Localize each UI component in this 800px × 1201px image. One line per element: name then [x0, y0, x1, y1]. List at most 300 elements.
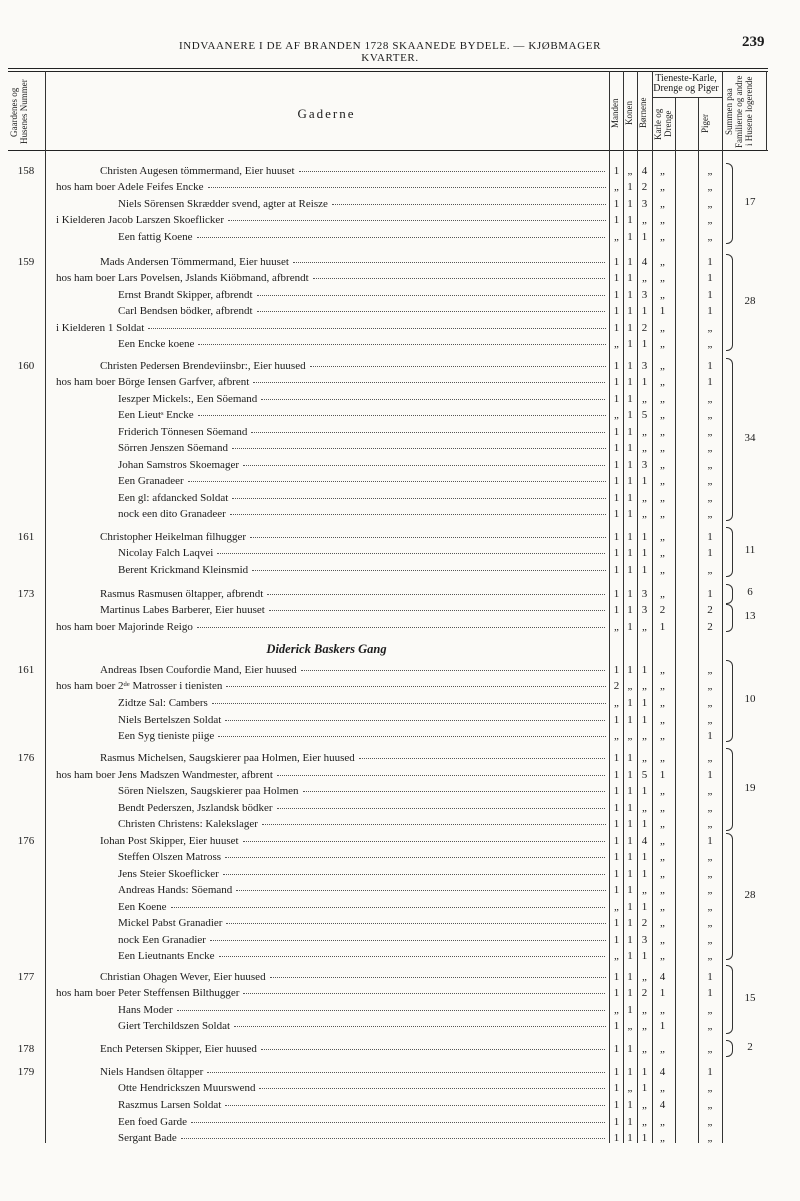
family-bracket	[726, 527, 733, 577]
family-bracket	[726, 604, 733, 632]
table-row	[0, 212, 800, 229]
maids-count: „	[707, 393, 713, 405]
wife-count: 1	[627, 802, 633, 814]
wife-count: 1	[627, 884, 633, 896]
servant-men-count: „	[660, 950, 665, 962]
man-count: 1	[613, 868, 620, 880]
wife-count: 1	[627, 868, 633, 880]
man-count: „	[614, 950, 619, 962]
children-count: „	[642, 680, 647, 692]
family-total: 28	[744, 888, 756, 901]
resident-name: Christen Pedersen Brendeviinsbr:, Eier huused	[100, 360, 606, 372]
children-count: 3	[641, 588, 648, 600]
children-count: 4	[641, 165, 648, 177]
maids-count: 2	[707, 621, 713, 633]
wife-count: 1	[627, 1043, 633, 1055]
family-bracket	[726, 163, 733, 244]
house-number: 177	[17, 971, 35, 983]
maids-count: „	[707, 492, 713, 504]
wife-count: 1	[627, 714, 633, 726]
resident-name: Christen Augesen tömmermand, Eier huuset	[100, 165, 606, 177]
man-count: „	[614, 181, 619, 193]
maids-count: „	[707, 785, 713, 797]
maids-count: „	[707, 697, 713, 709]
running-head: INDVAANERE I DE AF BRANDEN 1728 SKAANEDE BYDELE. — KJØBMAGER KVARTER.	[178, 40, 602, 64]
family-bracket	[726, 965, 733, 1034]
children-count: 1	[641, 1066, 648, 1078]
wife-count: 1	[627, 231, 633, 243]
man-count: 1	[613, 289, 620, 301]
page-number: 239	[742, 34, 765, 50]
children-count: „	[642, 802, 647, 814]
resident-name: Christian Ohagen Wever, Eier huused	[100, 971, 606, 983]
table-row	[0, 882, 800, 899]
resident-name: Ieszper Mickels:, Een Söemand	[118, 393, 606, 405]
table-row	[0, 303, 800, 320]
resident-name: Hans Moder	[118, 1004, 606, 1016]
children-count: 1	[641, 785, 648, 797]
maids-count: „	[707, 198, 713, 210]
children-count: „	[642, 752, 647, 764]
resident-name: Steffen Olszen Matross	[118, 851, 606, 863]
table-row	[0, 287, 800, 304]
children-count: „	[642, 1020, 647, 1032]
servant-men-count: „	[660, 901, 665, 913]
resident-name: Ench Petersen Skipper, Eier huused	[100, 1043, 606, 1055]
table-row	[0, 783, 800, 800]
house-number: 176	[17, 752, 35, 764]
children-count: 1	[641, 338, 648, 350]
wife-count: „	[627, 1082, 633, 1094]
maids-count: „	[707, 231, 713, 243]
wife-count: 1	[627, 214, 633, 226]
servant-men-count: „	[660, 376, 665, 388]
resident-name: hos ham boer 2ᵈᵉ Matrosser i tienisten	[56, 680, 606, 692]
maids-count: „	[707, 409, 713, 421]
table-top-rule-2	[8, 71, 768, 72]
man-count: „	[614, 338, 619, 350]
wife-count: 1	[627, 621, 633, 633]
table-row	[0, 969, 800, 986]
table-row	[0, 1018, 800, 1035]
servant-men-count: 1	[659, 769, 666, 781]
resident-name: Een gl: afdancked Soldat	[118, 492, 606, 504]
servant-men-count: „	[660, 1116, 665, 1128]
family-bracket	[726, 660, 733, 742]
wife-count: 1	[627, 1132, 633, 1144]
servant-men-count: „	[660, 459, 665, 471]
resident-name: Ernst Brandt Skipper, afbrendt	[118, 289, 606, 301]
header-maids: Piger	[700, 114, 710, 134]
table-row	[0, 424, 800, 441]
servant-men-count: „	[660, 714, 665, 726]
house-number: 160	[17, 360, 35, 372]
children-count: 3	[641, 459, 648, 471]
maids-count: 1	[707, 1066, 713, 1078]
maids-count: 1	[707, 769, 713, 781]
maids-count: „	[707, 508, 713, 520]
wife-count: 1	[627, 950, 633, 962]
servant-men-count: „	[660, 818, 665, 830]
children-count: 1	[641, 868, 648, 880]
man-count: 1	[613, 818, 620, 830]
resident-name: Christopher Heikelman filhugger	[100, 531, 606, 543]
table-row	[0, 833, 800, 850]
children-count: 1	[641, 1082, 648, 1094]
resident-name: i Kielderen 1 Soldat	[56, 322, 606, 334]
maids-count: „	[707, 564, 713, 576]
wife-count: 1	[627, 181, 633, 193]
man-count: 1	[613, 426, 620, 438]
children-count: „	[642, 442, 647, 454]
man-count: 1	[613, 604, 620, 616]
children-count: 1	[641, 664, 648, 676]
maids-count: „	[707, 1082, 713, 1094]
servant-men-count: „	[660, 934, 665, 946]
wife-count: 1	[627, 1004, 633, 1016]
wife-count: 1	[627, 338, 633, 350]
family-total: 6	[747, 586, 753, 598]
children-count: 1	[641, 714, 648, 726]
servants-subrule	[652, 97, 722, 98]
table-row	[0, 506, 800, 523]
maids-count: „	[707, 475, 713, 487]
man-count: 1	[613, 360, 620, 372]
children-count: 1	[641, 564, 648, 576]
family-total: 15	[744, 991, 756, 1004]
children-count: 1	[641, 950, 648, 962]
house-number: 178	[17, 1043, 35, 1055]
family-bracket	[726, 358, 733, 521]
table-row	[0, 899, 800, 916]
wife-count: 1	[627, 272, 633, 284]
table-row	[0, 1097, 800, 1114]
wife-count: 1	[627, 971, 633, 983]
resident-name: hos ham boer Peter Steffensen Bilthugger	[56, 987, 606, 999]
family-total: 28	[744, 294, 756, 307]
resident-name: Martinus Labes Barberer, Eier huuset	[100, 604, 606, 616]
man-count: 1	[613, 752, 620, 764]
wife-count: 1	[627, 547, 633, 559]
man-count: „	[614, 231, 619, 243]
table-row	[0, 1114, 800, 1131]
wife-count: 1	[627, 987, 633, 999]
resident-name: hos ham boer Börge Iensen Garfver, afbrent	[56, 376, 606, 388]
man-count: 1	[613, 851, 620, 863]
table-row	[0, 1002, 800, 1019]
wife-count: „	[627, 165, 633, 177]
man-count: 1	[613, 802, 620, 814]
family-bracket	[726, 748, 733, 831]
wife-count: 1	[627, 818, 633, 830]
servant-men-count: „	[660, 165, 665, 177]
resident-name: Bendt Pederszen, Jszlandsk bödker	[118, 802, 606, 814]
man-count: 1	[613, 785, 620, 797]
maids-count: „	[707, 901, 713, 913]
wife-count: 1	[627, 322, 633, 334]
servant-men-count: „	[660, 785, 665, 797]
man-count: 1	[613, 769, 620, 781]
wife-count: 1	[627, 508, 633, 520]
servant-men-count: „	[660, 360, 665, 372]
header-house-number: Gaardenes og Husenes Nummer	[9, 79, 29, 145]
servant-men-count: 4	[659, 1099, 666, 1111]
wife-count: 1	[627, 769, 633, 781]
table-row	[0, 712, 800, 729]
maids-count: 1	[707, 547, 713, 559]
table-row	[0, 948, 800, 965]
resident-name: nock een dito Granadeer	[118, 508, 606, 520]
wife-count: 1	[627, 664, 633, 676]
resident-name: Andreas Hands: Söemand	[118, 884, 606, 896]
wife-count: 1	[627, 588, 633, 600]
wife-count: 1	[627, 393, 633, 405]
table-row	[0, 849, 800, 866]
children-count: 3	[641, 289, 648, 301]
maids-count: „	[707, 917, 713, 929]
servant-men-count: „	[660, 564, 665, 576]
maids-count: „	[707, 950, 713, 962]
children-count: 1	[641, 376, 648, 388]
maids-count: „	[707, 459, 713, 471]
servant-men-count: „	[660, 697, 665, 709]
table-row	[0, 440, 800, 457]
resident-name: Een Lieutnants Encke	[118, 950, 606, 962]
children-count: 2	[641, 987, 648, 999]
maids-count: „	[707, 322, 713, 334]
header-man: Manden	[610, 98, 620, 128]
resident-name: Christen Christens: Kalekslager	[118, 818, 606, 830]
servant-men-count: „	[660, 214, 665, 226]
house-number: 159	[17, 256, 35, 268]
resident-name: i Kielderen Jacob Larszen Skoeflicker	[56, 214, 606, 226]
family-total: 17	[744, 195, 756, 208]
maids-count: 1	[707, 360, 713, 372]
resident-name: Een Encke koene	[118, 338, 606, 350]
table-row	[0, 932, 800, 949]
maids-count: 1	[707, 305, 713, 317]
header-bottom-rule	[8, 150, 768, 151]
table-row	[0, 1080, 800, 1097]
maids-count: „	[707, 1004, 713, 1016]
man-count: 1	[613, 442, 620, 454]
wife-count: 1	[627, 934, 633, 946]
man-count: 1	[613, 322, 620, 334]
wife-count: 1	[627, 376, 633, 388]
resident-name: Andreas Ibsen Coufordie Mand, Eier huused	[100, 664, 606, 676]
servant-men-count: „	[660, 1082, 665, 1094]
resident-name: Rasmus Michelsen, Saugskierer paa Holmen, Eier huused	[100, 752, 606, 764]
man-count: 1	[613, 1132, 620, 1144]
wife-count: 1	[627, 1116, 633, 1128]
family-total: 10	[744, 693, 756, 705]
man-count: 1	[613, 492, 620, 504]
resident-name: Zidtze Sal: Cambers	[118, 697, 606, 709]
table-row	[0, 336, 800, 353]
maids-count: 1	[707, 531, 713, 543]
servant-men-count: „	[660, 508, 665, 520]
wife-count: 1	[627, 426, 633, 438]
man-count: 1	[613, 272, 620, 284]
servant-men-count: „	[660, 730, 665, 742]
children-count: 3	[641, 198, 648, 210]
man-count: 1	[613, 714, 620, 726]
table-top-rule	[8, 68, 768, 69]
table-row	[0, 1041, 800, 1058]
table-row	[0, 229, 800, 246]
house-number: 161	[17, 664, 35, 676]
children-count: „	[642, 492, 647, 504]
children-count: 2	[641, 181, 648, 193]
servant-men-count: 1	[659, 987, 666, 999]
maids-count: „	[707, 868, 713, 880]
wife-count: 1	[627, 901, 633, 913]
table-row	[0, 529, 800, 546]
wife-count: 1	[627, 256, 633, 268]
wife-count: 1	[627, 752, 633, 764]
man-count: 1	[613, 1020, 620, 1032]
resident-name: Raszmus Larsen Soldat	[118, 1099, 606, 1111]
resident-name: hos ham boer Lars Povelsen, Jslands Kiöbmand, afbrendt	[56, 272, 606, 284]
table-row	[0, 602, 800, 619]
family-total: 34	[744, 431, 756, 444]
children-count: „	[642, 272, 647, 284]
table-row	[0, 490, 800, 507]
house-number: 179	[17, 1066, 35, 1078]
resident-name: Berent Krickmand Kleinsmid	[118, 564, 606, 576]
wife-count: 1	[627, 1066, 633, 1078]
maids-count: „	[707, 442, 713, 454]
house-number: 158	[17, 165, 35, 177]
children-count: 1	[641, 697, 648, 709]
resident-name: nock Een Granadier	[118, 934, 606, 946]
maids-count: „	[707, 851, 713, 863]
man-count: 1	[613, 884, 620, 896]
children-count: 5	[641, 769, 648, 781]
children-count: 4	[641, 256, 648, 268]
man-count: 1	[613, 376, 620, 388]
man-count: 1	[613, 1066, 620, 1078]
servant-men-count: 4	[659, 971, 666, 983]
man-count: 1	[613, 588, 620, 600]
resident-name: Een foed Garde	[118, 1116, 606, 1128]
wife-count: 1	[627, 835, 633, 847]
resident-name: Johan Samstros Skoemager	[118, 459, 606, 471]
resident-name: Mickel Pabst Granadier	[118, 917, 606, 929]
servant-men-count: „	[660, 752, 665, 764]
maids-count: „	[707, 664, 713, 676]
house-number: 161	[17, 531, 35, 543]
house-number: 176	[17, 835, 35, 847]
servant-men-count: „	[660, 547, 665, 559]
servant-men-count: „	[660, 868, 665, 880]
table-row	[0, 728, 800, 745]
resident-name: Een Lieutˢ Encke	[118, 409, 606, 421]
maids-count: „	[707, 934, 713, 946]
man-count: 1	[613, 547, 620, 559]
wife-count: 1	[627, 851, 633, 863]
wife-count: 1	[627, 305, 633, 317]
wife-count: 1	[627, 360, 633, 372]
maids-count: „	[707, 1116, 713, 1128]
servant-men-count: „	[660, 231, 665, 243]
man-count: 1	[613, 1116, 620, 1128]
maids-count: „	[707, 165, 713, 177]
resident-name: Een Koene	[118, 901, 606, 913]
wife-count: „	[627, 1020, 633, 1032]
header-streets: Gaderne	[297, 106, 356, 121]
section-title: Diderick Baskers Gang	[266, 642, 387, 656]
man-count: 1	[613, 214, 620, 226]
children-count: „	[642, 393, 647, 405]
man-count: „	[614, 697, 619, 709]
servant-men-count: 1	[659, 305, 666, 317]
servant-men-count: „	[660, 393, 665, 405]
maids-count: 1	[707, 376, 713, 388]
family-total: 2	[747, 1040, 753, 1053]
man-count: 1	[613, 256, 620, 268]
wife-count: 1	[627, 289, 633, 301]
man-count: 1	[613, 917, 620, 929]
children-count: 1	[641, 901, 648, 913]
man-count: 1	[613, 664, 620, 676]
table-row	[0, 562, 800, 579]
table-row	[0, 179, 800, 196]
man-count: 1	[613, 475, 620, 487]
man-count: 1	[613, 305, 620, 317]
wife-count: 1	[627, 697, 633, 709]
maids-count: „	[707, 1020, 713, 1032]
servant-men-count: „	[660, 426, 665, 438]
wife-count: 1	[627, 531, 633, 543]
servant-men-count: „	[660, 802, 665, 814]
servant-men-count: „	[660, 256, 665, 268]
servant-men-count: „	[660, 1043, 665, 1055]
maids-count: 1	[707, 588, 713, 600]
table-row	[0, 196, 800, 213]
maids-count: „	[707, 818, 713, 830]
children-count: „	[642, 971, 647, 983]
resident-name: hos ham boer Majorinde Reigo	[56, 621, 606, 633]
man-count: 1	[613, 934, 620, 946]
servant-men-count: „	[660, 289, 665, 301]
children-count: 2	[641, 322, 648, 334]
children-count: „	[642, 730, 647, 742]
resident-name: Sören Nielszen, Saugskierer paa Holmen	[118, 785, 606, 797]
servant-men-count: „	[660, 442, 665, 454]
servant-men-count: 1	[659, 621, 666, 633]
servant-men-count: „	[660, 322, 665, 334]
family-total: 11	[744, 544, 756, 556]
table-row	[0, 695, 800, 712]
resident-name: Een Syg tieniste piige	[118, 730, 606, 742]
resident-name: Carl Bendsen bödker, afbrendt	[118, 305, 606, 317]
servant-men-count: „	[660, 531, 665, 543]
table-row	[0, 678, 800, 695]
wife-count: 1	[627, 1099, 633, 1111]
table-row	[0, 320, 800, 337]
children-count: „	[642, 1099, 647, 1111]
children-count: „	[642, 214, 647, 226]
resident-name: Jens Steier Skoeflicker	[118, 868, 606, 880]
table-row	[0, 407, 800, 424]
resident-name: Een Granadeer	[118, 475, 606, 487]
wife-count: 1	[627, 492, 633, 504]
servant-men-count: „	[660, 198, 665, 210]
maids-count: „	[707, 884, 713, 896]
man-count: 1	[613, 459, 620, 471]
servant-men-count: „	[660, 181, 665, 193]
